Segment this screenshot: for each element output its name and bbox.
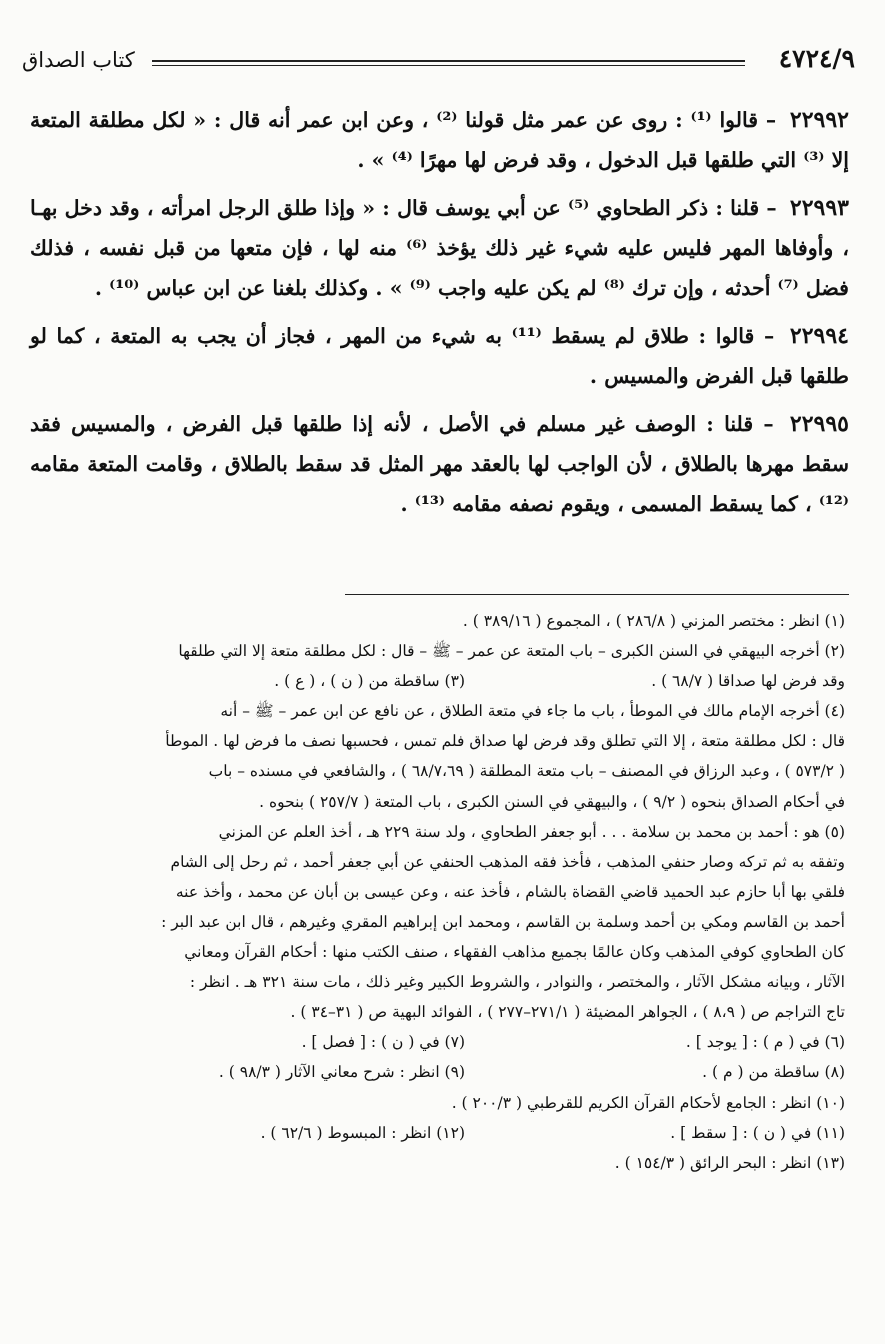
footnote-line: في أحكام الصداق بنحوه ( ٩/٢ ) ، والبيهقي في السنن الكبرى ، باب المتعة ( ٢٥٧/٧ ) بنحوه . [259, 792, 845, 811]
footnote-line: (١) انظر : مختصر المزني ( ٢٨٦/٨ ) ، المجموع ( ٣٨٩/١٦ ) . [462, 612, 845, 630]
footnotes [28, 606, 845, 1178]
paragraph-text: – قلنا : الوصف غير مسلم في الأصل ، لأنه إذا طلقها قبل الفرض ، والمسيس فقد سقط مهرها بالطلاق ، لأن الواجب لها بالعقد مهر المثل قد سقط بالطلاق ، وقامت المتعة مقامه ⁽¹²⁾ ، كما يسقط المسمى ، ويقوم نصفه مقامه ⁽¹³⁾ . [30, 412, 849, 516]
paragraph-text: – قالوا : طلاق لم يسقط ⁽¹¹⁾ به شيء من المهر ، فجاز أن يجب به المتعة ، كما لو طلقها قبل الفرض والمسيس . [30, 324, 849, 388]
main-text [30, 100, 849, 532]
footnote-line: (١٠) انظر : الجامع لأحكام القرآن الكريم للقرطبي ( ٢٠٠/٣ ) . [451, 1093, 845, 1112]
page-number: ٤٧٢٤/٩ [778, 44, 855, 73]
footnote-cell: (١٢) انظر : المبسوط ( ٦٢/٦ ) . [260, 1123, 465, 1142]
footnote-line: الآثار ، وبيانه مشكل الآثار ، والمختصر ، والنوادر ، والشروط الكبير وغير ذلك ، مات سنة ٣٢١ هـ . انظر : [189, 973, 845, 992]
paragraph [30, 404, 849, 524]
footnote-line: تاج التراجم ص ( ٨،٩ ) ، الجواهر المضيئة ( ٢٧١/١–٢٧٧ ) ، الفوائد البهية ص ( ٣١–٣٤ ) . [290, 1003, 845, 1022]
paragraph [30, 188, 849, 308]
footnote-cell: وقد فرض لها صداقا ( ٦٨/٧ ) . [651, 672, 845, 691]
paragraph-number: ٢٢٩٩٣ [789, 195, 849, 221]
footnote-line [28, 666, 845, 696]
footnote-line: وتفقه به ثم تركه وصار حنفي المذهب ، فأخذ فقه المذهب الحنفي عن أبي جعفر أحمد ، ثم رحل إلى الشام [170, 852, 845, 871]
footnote-cell: (٣) ساقطة من ( ن ) ، ( ع ) . [274, 672, 465, 691]
footnote-line: أحمد بن القاسم ومكي بن أحمد وسلمة بن القاسم ، ومحمد ابن إبراهيم المقري وغيرهم ، قال ابن عبد البر : [161, 912, 845, 931]
footnote-line: (١٣) انظر : البحر الرائق ( ١٥٤/٣ ) . [614, 1153, 845, 1172]
footnote-line: (٥) هو : أحمد بن محمد بن سلامة . . . أبو جعفر الطحاوي ، ولد سنة ٢٢٩ هـ ، أخذ العلم عن المزني [218, 822, 845, 841]
footnote-line: ( ٥٧٣/٢ ) ، وعبد الرزاق في المصنف – باب متعة المطلقة ( ٦٨/٧،٦٩ ) ، والشافعي في مسنده – باب [208, 762, 845, 781]
paragraph-text: – قلنا : ذكر الطحاوي ⁽⁵⁾ عن أبي يوسف قال : « وإذا طلق الرجل امرأته ، وقد دخل بهـا ، وأوفاها المهر فليس عليه شيء غير ذلك يؤخذ ⁽⁶⁾ منه لها ، فإن متعها من قبل نفسه ، فذلك فضل ⁽⁷⁾ أحدثه ، وإن ترك ⁽⁸⁾ لم يكن عليه واجب ⁽⁹⁾ » . وكذلك بلغنا عن ابن عباس ⁽¹⁰⁾ . [30, 196, 849, 300]
footnote-line [28, 1057, 845, 1087]
page-header [22, 42, 855, 82]
footnote-line [28, 1027, 845, 1057]
paragraph-number: ٢٢٩٩٢ [789, 107, 849, 133]
footnote-cell: (٨) ساقطة من ( م ) . [702, 1063, 845, 1082]
book-title: كتاب الصداق [22, 48, 135, 72]
footnote-cell: (٦) في ( م ) : [ يوجد ] . [685, 1033, 845, 1052]
footnote-cell: (٩) انظر : شرح معاني الآثار ( ٩٨/٣ ) . [218, 1063, 465, 1082]
footnote-line: (٤) أخرجه الإمام مالك في الموطأ ، باب ما جاء في متعة الطلاق ، عن نافع عن ابن عمر – ﷺ – أنه [220, 702, 845, 721]
paragraph-text: – قالوا ⁽¹⁾ : روى عن عمر مثل قولنا ⁽²⁾ ، وعن ابن عمر أنه قال : « لكل مطلقة المتعة إلا ⁽³⁾ التي طلقها قبل الدخول ، وقد فرض لها مهرًا ⁽⁴⁾ » . [30, 108, 849, 172]
footnote-line: فلقي بها أبا حازم عبد الحميد قاضي القضاة بالشام ، فأخذ عنه ، وعن عيسى بن أبان عن محمد ، وأخذ عنه [175, 882, 845, 901]
paragraph [30, 100, 849, 180]
header-rule [152, 60, 745, 66]
footnote-line: قال : لكل مطلقة متعة ، إلا التي تطلق وقد فرض لها صداق فلم تمس ، فحسبها نصف ما فرض لها . الموطأ [165, 732, 845, 751]
paragraph [30, 316, 849, 396]
footnote-cell: (١١) في ( ن ) : [ سقط ] . [670, 1123, 845, 1142]
footnote-cell: (٧) في ( ن ) : [ فصل ] . [301, 1033, 465, 1052]
footnote-line: كان الطحاوي كوفي المذهب وكان عالمًا بجميع مذاهب الفقهاء ، صنف الكتب منها : أحكام القرآن ومعاني [184, 943, 845, 962]
paragraph-number: ٢٢٩٩٤ [789, 323, 849, 349]
footnote-divider [345, 594, 849, 595]
footnote-line: (٢) أخرجه البيهقي في السنن الكبرى – باب المتعة عن عمر – ﷺ – قال : لكل مطلقة متعة إلا التي طلقها [178, 642, 845, 661]
footnote-line [28, 1118, 845, 1148]
paragraph-number: ٢٢٩٩٥ [789, 411, 849, 437]
